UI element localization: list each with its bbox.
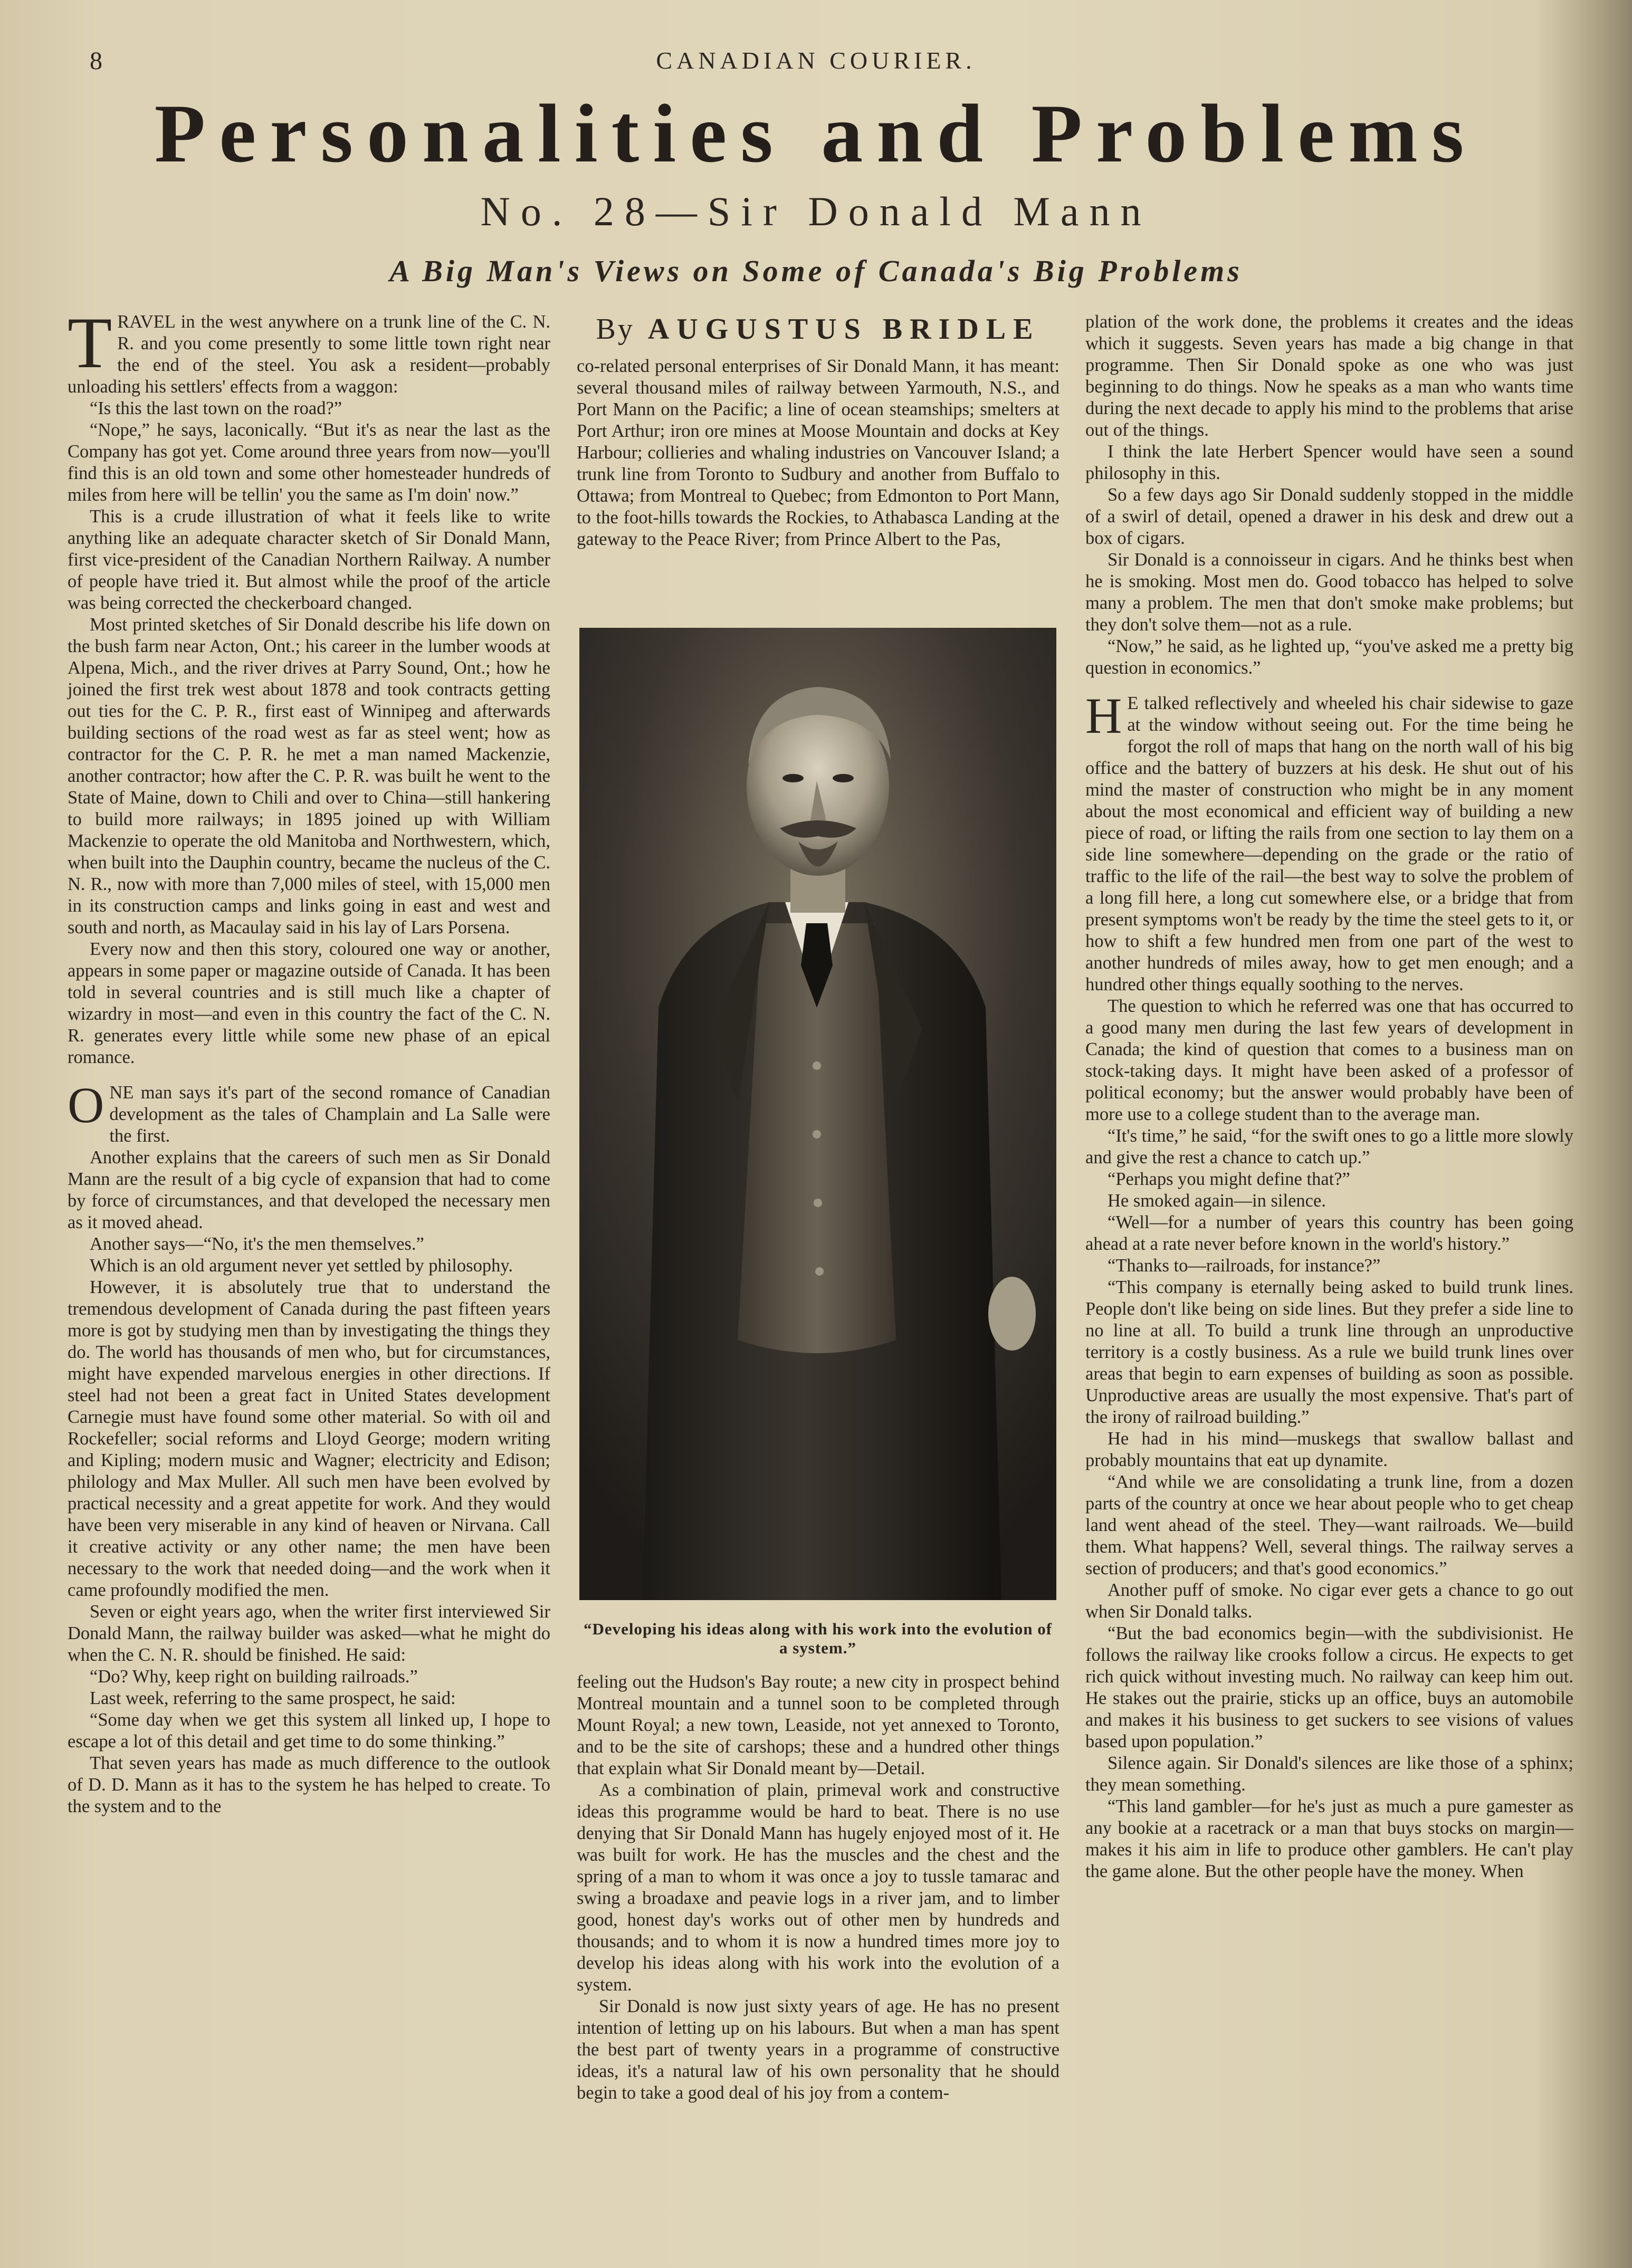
paragraph: Sir Donald is now just sixty years of age. He has no present intention of letting up on his labours. But when a man has spent the best part of twenty years in a programme of constructive ideas, it's a natural law of his own personality that he should begin to take a good deal of his joy from a contem-: [577, 1996, 1060, 2103]
paragraph: He smoked again—in silence.: [1108, 1191, 1326, 1211]
article-subtitle: No. 28—Sir Donald Mann: [480, 188, 1152, 234]
paragraph: “Now,” he said, as he lighted up, “you've asked me a pretty big question in economics.”: [1085, 636, 1573, 678]
drop-cap: T: [68, 302, 112, 383]
paragraph: “But the bad economics begin—with the subdivisionist. He follows the railway like crooks follow a circus. He expects to get rich quick without investing much. No railway can keep him out. He stakes out the prairie, sticks up an office, buys an automobile and makes it his business to get suckers to see visions of values based upon population.”: [1085, 1623, 1573, 1752]
paragraph: Sir Donald is a connoisseur in cigars. And he thinks best when he is smoking. Most men do. Good tobacco has helped to solve many a problem. The men that don't smoke make problems; but they don't solve them—not as a rule.: [1085, 550, 1573, 635]
paragraph: plation of the work done, the problems it creates and the ideas which it suggests. Seven years has made a big change in that programme. Then Sir Donald spoke as one who was just beginning to do things. Now he speaks as a man who wants time during the next decade to apply his mind to the problems that arise out of the things.: [1085, 312, 1573, 440]
paragraph: “Some day when we get this system all linked up, I hope to escape a lot of this detail and get time to do some thinking.”: [68, 1710, 550, 1752]
running-head: CANADIAN COURIER.: [656, 47, 976, 74]
paragraph: However, it is absolutely true that to understand the tremendous development of Canada during the past fifteen years more is got by studying men than by investigating the things they do. The world has thousands of men who, but for circumstances, might have expended marvelous energies in other directions. If steel had not been a great fact in United States development Carnegie must have found some other material. So with oil and Rockefeller; social reforms and Lloyd George; modern writing and Kipling; modern music and Wagner; electricity and Edison; philology and Max Muller. All such men have been evolved by practical necessity and a great appetite for work. And they would have been very miserable in any kind of heaven or Nirvana. Call it creative activity or any other name; the men have been necessary to the work that needed doing—and the work when it came profoundly modified the men.: [68, 1277, 550, 1600]
paragraph: feeling out the Hudson's Bay route; a new city in prospect behind Montreal mountain and a tunnel soon to be completed through Mount Royal; a new town, Leaside, not yet annexed to Toronto, and to be the site of carshops; these and a hundred other things that explain what Sir Donald meant by—Detail.: [577, 1672, 1060, 1778]
column-3: [1085, 311, 1573, 1882]
paragraph: “Thanks to—railroads, for instance?”: [1108, 1256, 1381, 1276]
paragraph: This is a crude illustration of what it feels like to write anything like an adequate character sketch of Sir Donald Mann, first vice-president of the Canadian Northern Railway. A number of people have tried it. But almost while the proof of the article was being corrected the checkerboard changed.: [68, 506, 550, 613]
paragraph: Silence again. Sir Donald's silences are like those of a sphinx; they mean something.: [1085, 1753, 1573, 1795]
paragraph: ONE man says it's part of the second romance of Canadian development as the tales of Champlain and La Salle were the first.: [68, 1077, 550, 1146]
section-break: [68, 1068, 550, 1082]
paragraph: He had in his mind—muskegs that swallow ballast and probably mountains that eat up dynamite.: [1085, 1429, 1573, 1470]
paragraph: “It's time,” he said, “for the swift ones to go a little more slowly and give the rest a chance to catch up.”: [1085, 1126, 1573, 1168]
column-2-continued: [577, 1671, 1060, 2104]
column-1: [68, 302, 550, 1817]
paragraph: Every now and then this story, coloured one way or another, appears in some paper or magazine outside of Canada. It has been told in several countries and is still much like a chapter of wizardry in most—and even in this country the fact of the C. N. R. generates every little while some new phase of an epical romance.: [68, 939, 550, 1067]
paragraph: TRAVEL in the west anywhere on a trunk line of the C. N. R. and you come presently to some little town right near the end of the steel. You ask a resident—probably unloading his settlers' effects from a waggon:: [68, 302, 550, 397]
paragraph: “Perhaps you might define that?”: [1108, 1169, 1350, 1189]
byline: By AUGUSTUS BRIDLE: [596, 313, 1041, 346]
paragraph: The question to which he referred was one that has occurred to a good many men during the last few years of development in Canada; the kind of question that comes to a business man on stock-taking days. It might have been asked of a professor of political economy; but the answer would probably have been of more use to a college student than to the average man.: [1085, 996, 1573, 1124]
drop-cap: O: [68, 1077, 104, 1133]
paragraph: As a combination of plain, primeval work and constructive ideas this programme would be hard to beat. There is no use denying that Sir Donald Mann has hugely enjoyed most of it. He was built for work. He has the muscles and the chest and the spring of a man to whom it was once a joy to tussle tamarac and swing a broadaxe and peavie logs in a river jam, and to limber good, honest day's works out of other men by hundreds and thousands; and to whom it is now a hundred times more joy to develop his ideas along with his work into the evolution of a system.: [577, 1780, 1060, 1995]
article-title: Personalities and Problems: [154, 88, 1478, 180]
column-2: [577, 311, 1060, 550]
section-break: [1085, 679, 1573, 693]
paragraph: “This land gambler—for he's just as much a pure gamester as any bookie at a racetrack or a man that buys stocks on margin—makes it his aim in life to produce other gamblers. He can't play the game alone. But the other people have the money. When: [1085, 1796, 1573, 1881]
paragraph: Which is an old argument never yet settled by philosophy.: [90, 1256, 513, 1276]
paragraph: I think the late Herbert Spencer would have seen a sound philosophy in this.: [1085, 442, 1573, 483]
paragraph: So a few days ago Sir Donald suddenly stopped in the middle of a swirl of detail, opened a drawer in his desk and drew out a box of cigars.: [1085, 485, 1573, 548]
paragraph: “Well—for a number of years this country has been going ahead at a rate never before known in the world's history.”: [1085, 1212, 1573, 1254]
paragraph: H E talked reflectively and wheeled his chair sidewise to gaze at the window without seeing out. For the time being he forgot the roll of maps that hang on the north wall of his big office and the battery of buzzers at his desk. He shut out of his mind the master of construction who might be in any moment about the most economical and efficient way of building a new piece of road, or lifting the rails from one section to lay them on a side line somewhere—depending on the grade or the ratio of traffic to the life of the rail—the best way to solve the problem of a long fill here, a long cut somewhere else, or a bridge that from present symptoms won't be ready by the time the steel gets to it, or how to shift a few hundred men from one part of the west to another hundreds of miles away, how to get men enough; and a hundred other things equally soothing to the nerves.: [1085, 687, 1573, 994]
portrait-photograph: [579, 628, 1056, 1600]
author-name: AUGUSTUS BRIDLE: [647, 313, 1041, 346]
article-deck: A Big Man's Views on Some of Canada's Big Problems: [389, 254, 1243, 288]
paragraph: co-related personal enterprises of Sir Donald Mann, it has meant: several thousand miles of railway between Yarmouth, N.S., and Port Mann on the Pacific; a line of ocean steamships; smelters at Port Arthur; iron ore mines at Moose Mountain and docks at Key Harbour; collieries and whaling industries on Vancouver Island; a trunk line from Toronto to Sudbury and another from Buffalo to Ottawa; from Montreal to Quebec; from Edmonton to Port Mann, to the foot-hills towards the Rockies, to Athabasca Landing at the gateway to the Peace River; from Prince Albert to the Pas,: [577, 356, 1060, 549]
page-number: 8: [90, 47, 103, 75]
paragraph: “Is this the last town on the road?”: [90, 398, 342, 418]
paragraph: That seven years has made as much difference to the outlook of D. D. Mann as it has to the system he has helped to create. To the system and to the: [68, 1753, 550, 1816]
paragraph: Another says—“No, it's the men themselves.”: [90, 1234, 424, 1254]
paragraph: Another explains that the careers of such men as Sir Donald Mann are the result of a big cycle of expansion that had to come by force of circumstances, and that developed the necessary men as it moved ahead.: [68, 1147, 550, 1232]
paragraph: “Nope,” he says, laconically. “But it's as near the last as the Company has got yet. Come around three years from now—you'll find this is an old town and some other homesteader hundreds of miles from here will be tellin' you the same as I'm doin' now.”: [68, 420, 550, 505]
paragraph: Most printed sketches of Sir Donald describe his life down on the bush farm near Acton, Ont.; his career in the lumber woods at Alpena, Mich., and the river drives at Parry Sound, Ont.; how he joined the first trek west about 1878 and took contracts getting out ties for the C. P. R., first east of Winnipeg and afterwards building sections of the road west as far as steel went; how as contractor for the C. P. R. he met a man named Mackenzie, another contractor; how after the C. P. R. was built he went to the State of Maine, down to Chili and over to China—still hankering to build more railways; in 1895 joined up with William Mackenzie to operate the old Manitoba and Northwestern, which, when built into the Dauphin country, became the nucleus of the C. N. R., now with more than 7,000 miles of steel, with 15,000 men in its construction camps and links going in east and west and south and north, as Macaulay said in his lay of Lars Porsena.: [68, 615, 550, 937]
paragraph: Last week, referring to the same prospect, he said:: [90, 1688, 456, 1708]
paragraph: Seven or eight years ago, when the writer first interviewed Sir Donald Mann, the railway builder was asked—what he might do when the C. N. R. should be finished. He said:: [68, 1602, 550, 1665]
paragraph: Another puff of smoke. No cigar ever gets a chance to go out when Sir Donald talks.: [1085, 1580, 1573, 1622]
drop-cap: H: [1085, 687, 1122, 744]
paragraph: “Do? Why, keep right on building railroads.”: [90, 1667, 418, 1687]
photo-caption: “Developing his ideas along with his work into the evolution of a system.”: [583, 1620, 1053, 1657]
paragraph: “This company is eternally being asked to build trunk lines. People don't like being on side lines. But they prefer a side line to no line at all. To build a trunk line through an unproductive territory is a costly business. As a rule we build trunk lines over areas that begin to earn expenses of building as soon as possible. Unproductive areas are usually the most expensive. That's part of the irony of railroad building.”: [1085, 1277, 1573, 1427]
page-header: [79, 46, 1553, 73]
paragraph: “And while we are consolidating a trunk line, from a dozen parts of the country at once we hear about people who to get cheap land went ahead of the steel. They—want railroads. We—build them. What happens? Well, several things. The railway serves a section of producers; and that's good economics.”: [1085, 1472, 1573, 1578]
portrait-figure: [579, 628, 1056, 1600]
